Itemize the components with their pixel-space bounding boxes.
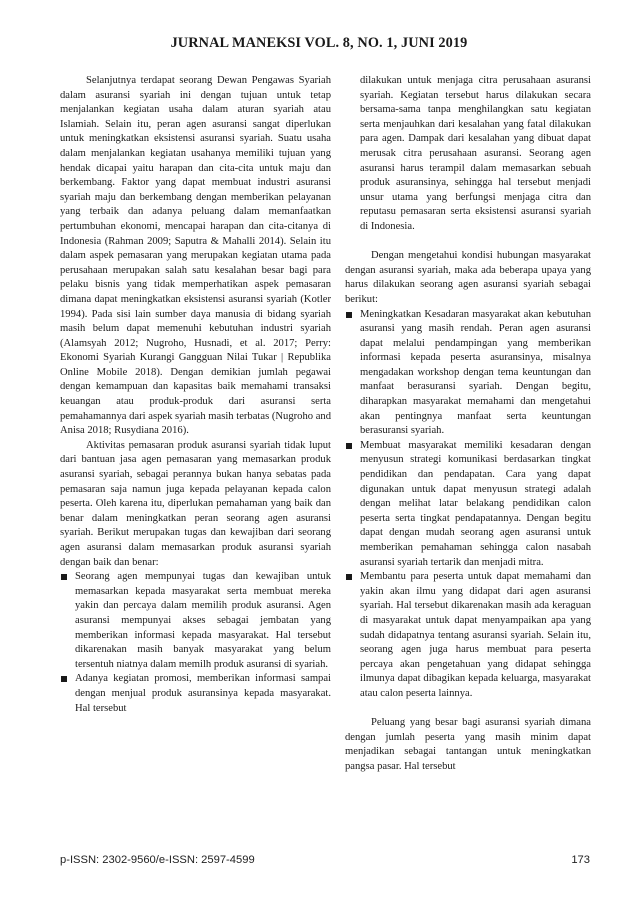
square-bullet-icon: [346, 443, 352, 449]
list-item: Meningkatkan Kesadaran masyarakat akan kebutuhan asuransi yang masih rendah. Peran agen asuransi dapat melalui pendampingan yang memberikan informasi kepada peserta asuransinya, misalnya mengadakan workshop dengan tema keuntungan dan manfaat berasuransi syariah. Dengan begitu, diharapkan masyarakat memahami dan mengetahui akan pentingnya manfaat serta keuntungan berasuransi syariah.: [345, 308, 591, 439]
agent-duties-list: [60, 570, 331, 716]
paragraph-dewan-pengawas: Selanjutnya terdapat seorang Dewan Pengawas Syariah dalam asuransi syariah ini dengan tujuan untuk tetap menjalankan kegiatan usaha dalam aturan syariah atau Islamiah. Selain itu, peran agen asuransi sangat diperlukan untuk meningkatkan eksistensi asuransi syariah. Suatu usaha dalam menjalankan kegiatan usahanya memiliki tujuan yang hendak dicapai yaitu harapan dan cita-cita untuk maju dan berkembang. Faktor yang dapat membuat industri asuransi syariah maju dan berkembang dengan memberikan pelayanan yang terbaik dan adanya peluang dalam memanfaatkan pertumbuhan ekonomi, mencapai harapan dan cita-citanya di Indonesia (Rahman 2009; Saputra & Mahalli 2014). Selain itu dalam aspek pemasaran yang merupakan kegiatan utama pada perusahaan merupakan salah satu kesalahan besar bagi para pelaku bisnis yang tidak memperhatikan aspek pemasaran dimana dapat meningkatkan eksistensi asuransi syariah (Kotler 1994). Pada sisi lain sumber daya manusia di bidang syariah masih belum dapat memenuhi kebutuhan industri syariah (Alamsyah 2012; Nugroho, Husnadi, et al. 2017; Perry: Ekonomi Syariah Kurangi Gangguan Nilai Tukar | Republika Online Mobile 2018). Dengan demikian jumlah pegawai dengan kemampuan dan kapasitas baik memahami transaksi keuangan atau produk-produk dari asuransi serta pemahamannya dari aspek syariah masih terbatas (Nugroho and Anisa 2018; Rusydiana 2016).: [60, 75, 331, 437]
page-number: 173: [571, 854, 590, 866]
paragraph-kondisi-hubungan: Dengan mengetahui kondisi hubungan masyarakat dengan asuransi syariah, maka ada beberapa upaya yang harus dilakukan seorang agen asuransi syariah sebagai berikut:: [345, 250, 591, 305]
list-item: Membantu para peserta untuk dapat memahami dan yakin akan ilmu yang didapat dari agen asuransi syariah. Hal tersebut dikarenakan masih ada keraguan di masyarakat untuk dapat menyampaikan apa yang sudah didapatnya tentang asuransi syariah. Selain itu, seorang agen juga harus membuat para peserta percaya akan pengetahuan yang didapat sehingga ilmunya dapat dibagikan kepada keluarga, masyarakat atau calon peserta lainnya.: [345, 570, 591, 701]
square-bullet-icon: [61, 574, 67, 580]
square-bullet-icon: [346, 312, 352, 318]
list-item: Adanya kegiatan promosi, memberikan informasi sampai dengan menjual produk asuransinya kepada masyarakat. Hal tersebut: [60, 672, 331, 716]
issn-footer: p-ISSN: 2302-9560/e-ISSN: 2597-4599: [60, 854, 255, 866]
list-item: Seorang agen mempunyai tugas dan kewajiban untuk memasarkan kepada masyarakat serta membuat mereka yakin dan percaya dalam memilih produk asuransi. Agen asuransi mempunyai akses sebagai jembatan yang memberikan informasi kepada masyarakat. Hal tersebut dikarenakan masih banyak masyarakat yang belum tersentuh niatnya dalam memilh produk asuransi di syariah.: [60, 570, 331, 672]
bullet-continuation: dilakukan untuk menjaga citra perusahaan asuransi syariah. Kegiatan tersebut harus dilakukan secara bersama-sama tanpa menghilangkan satu kegiatan serta menjauhkan dari kesalahan yang fatal dilakukan para agen. Dampak dari kesalahan yang dibuat dapat merusak citra perusahaan asuransi. Seorang agen asuransi harus terampil dalam memasarkan sebuah produk asuransinya, sehingga hal tersebut menjadi unsur utama yang berfungsi menjaga citra dan reputasu pemasaran serta eksistensi asuransi syariah di Indonesia.: [360, 75, 591, 232]
square-bullet-icon: [346, 574, 352, 580]
right-column: [345, 74, 591, 775]
left-column: [60, 74, 331, 716]
square-bullet-icon: [61, 676, 67, 682]
agent-efforts-list: [345, 308, 591, 702]
paragraph-peluang: Peluang yang besar bagi asuransi syariah dimana dengan jumlah peserta yang masih minim dapat menjadikan sebagai tantangan untuk meningkatkan pangsa pasar. Hal tersebut: [345, 717, 591, 772]
journal-header: JURNAL MANEKSI VOL. 8, NO. 1, JUNI 2019: [170, 35, 468, 51]
paragraph-aktivitas-pemasaran: Aktivitas pemasaran produk asuransi syariah tidak luput dari bantuan jasa agen pemasaran yang memasarkan produk asuransi syariah, sebagai perannya bukan hanya sebatas pada pemasaran saja namun juga kepada pelayanan kepada calon peserta. Oleh karena itu, diperlukan pemahaman yang baik dan benar dalam meningkatkan peran seorang agen asuransi syariah. Berikut merupakan tugas dan kewajiban dari seorang agen asuransi dalam memasarkan produk asuransi syariah dengan baik dan benar:: [60, 439, 331, 568]
list-item: Membuat masyarakat memiliki kesadaran dengan menyusun strategi komunikasi berdasarkan tingkat pendidikan dan pendapatan. Cara yang dapat digunakan untuk dapat menyusun strategi adalah dengan melihat latar belakang pendidikan calon peserta serta tingkat pendapatannya. Dengan begitu dapat dengan mudah seorang agen asuransi untuk memberikan pemahaman sehingga calon nasabah asuransi syariah tertarik dan menjadi mitra.: [345, 439, 591, 570]
